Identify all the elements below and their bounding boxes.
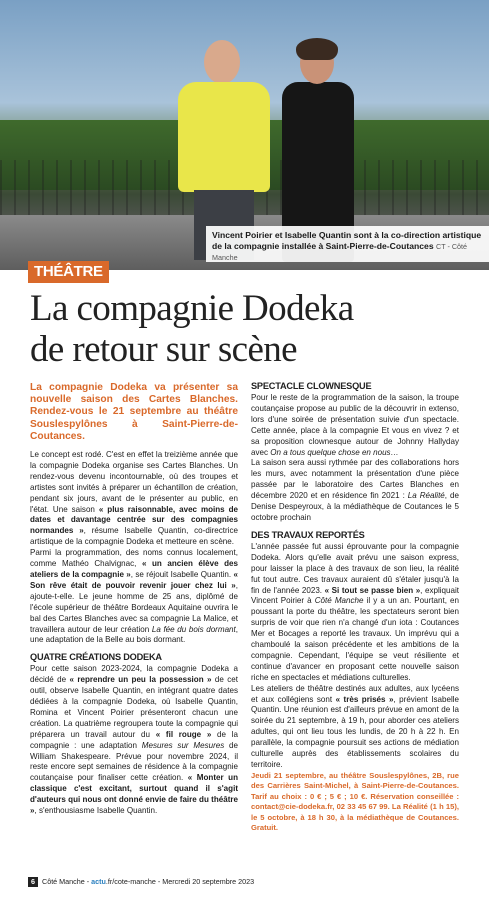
lead-paragraph: La compagnie Dodeka va présenter sa nouvelle saison des Cartes Blanches. Rendez-vous le 21 septembre au théâtre Souslespylônes à Saint-Pierre-de-Coutances.: [30, 382, 238, 442]
page-number: 6: [28, 877, 38, 887]
subheading: DES TRAVAUX REPORTÉS: [251, 529, 365, 540]
headline-line-1: La compagnie Dodeka: [30, 288, 354, 329]
site-name: actu: [91, 877, 106, 886]
paragraph: Parmi la programmation, des noms connus localement, comme Mathéo Chalvignac, « un ancien élève des ateliers de la compagnie », se réjouit Isabelle Quantin. « Son rêve était de pouvoir revenir jouer chez lui », ajoute-t-elle. Le jeune homme de 25 ans, diplômé de l'école supérieur de théâtre Bordeaux Aquitaine ouvrira le bal des Cartes Blanches avec sa compagnie La Malice, et travaillera autour de leur création La fée du bois dormant, une adaptation de la Belle au bois dormant.: [30, 548, 239, 645]
right-column: [251, 380, 459, 833]
article-photo: [0, 0, 489, 270]
paragraph: L'année passée fut aussi éprouvante pour la compagnie Dodeka. Alors qu'elle avait prévu une saison express, pour laisser la place à des travaux de son lieu, la réalité fut tout autre. Ces travaux auraient dû s'étaler jusqu'à la fin de l'année 2023. « Si tout se passe bien », expliquait Vincent Poirier à Côté Manche il y a un an. Pourtant, en poussant la porte du théâtre, les spectateurs seront bien surpris de voir que rien n'a changé d'un iota : Coutances Mer et Bocages a reporté les travaux. Un imprévu qui a chamboulé la saison précédente et les ambitions de la compagnie. Cependant, l'équipe se veut résiliente et continue d'avancer en proposant cette nouvelle saison riche en spectacles et médiations culturelles.: [251, 541, 459, 682]
paragraph: Les ateliers de théâtre destinés aux adultes, aux lycéens et aux collégiens sont « très prisés », prévient Isabelle Quantin. Une réunion est d'ailleurs prévue en amont de la soirée du 21 septembre, à 19 h, pour aborder ces ateliers adultes, qui ont lieu tous les lundis, de 20 h à 22 h. En parallèle, la compagnie poursuit ses actions de médiation culturelle auprès des établissements scolaires du territoire.: [251, 683, 460, 769]
caption-line-2: de la compagnie installée à Saint-Pierre-de-Coutances: [212, 241, 434, 251]
section-label: THÉÂTRE: [28, 261, 109, 283]
subheading: QUATRE CRÉATIONS DODEKA: [30, 652, 162, 663]
photo-credit: CT - Côté Manche: [212, 242, 468, 262]
left-column: [30, 382, 238, 817]
subheading: SPECTACLE CLOWNESQUE: [251, 381, 372, 391]
photo-caption: [206, 226, 489, 262]
paragraph: La saison sera aussi rythmée par des collaborations hors les murs, avec notamment la présentation d'une pièce passée par le laboratoire des Cartes Blanches en décembre 2020 et en résidence fin 2021 : La Réalité, de Denise Despeyroux, à la médiathèque de Coutances le 5 octobre prochain: [251, 458, 459, 522]
site-and-date: .fr/cote-manche - Mercredi 20 septembre 2023: [105, 877, 255, 886]
caption-line-1: Vincent Poirier et Isabelle Quantin sont à la co-direction artistique: [212, 230, 482, 240]
paragraph: Pour cette saison 2023-2024, la compagnie Dodeka a décidé de « reprendre un peu la possession » de cet outil, observe Isabelle Quantin, en intégrant quatre dates dédiées à la compagnie Dodeka, où Isabelle Quantin, Romina et Vincent Poirier présenteront chacun une création. La quatrième regroupera toute la compagnie qui préparera un travail autour du « fil rouge » de la compagnie : une adaptation Mesures sur Mesures de William Shakespeare. Prévue pour novembre 2024, il reste encore sept semaines de résidence à la compagnie coutançaise pour finaliser cette création. « Monter un classique c'est excitant, surtout quand il s'agit d'auteurs qui nous ont donné envie de faire du théâtre », s'enthousiasme Isabelle Quantin.: [30, 664, 238, 816]
headline: [30, 288, 470, 370]
page-footer: [28, 877, 254, 887]
publication-name: Côté Manche -: [42, 877, 90, 886]
paragraph: Pour le reste de la programmation de la saison, la troupe coutançaise propose au public de la découvrir in extenso, lors d'une soirée de présentation suivie d'un spectacle. Cette année, place à la compagnie Et vous en vivez ? et sa proposition clownesque autour de Johnny Hallyday avec On a tous quelque chose en nous…: [251, 393, 459, 457]
headline-line-2: de retour sur scène: [30, 329, 298, 370]
paragraph: Le concept est rodé. C'est en effet la treizième année que la compagnie Dodeka organise ses Cartes Blanches. Un rendez-vous devenu incontournable, où des troupes et artistes sont invités à préparer un échantillon de création, pendant six jours, avant de le présenter au public, en l'état. Une saison « plus raisonnable, avec moins de dates et davantage centrée sur des compagnies normandes », résume Isabelle Quantin, co-directrice artistique de la compagnie Dodeka et metteure en scène.: [30, 450, 238, 547]
practical-info: Jeudi 21 septembre, au théâtre Souslespylônes, 2B, rue des Carrières Saint-Michel, à Saint-Pierre-de-Coutances. Tarif au choix : 0 € ; 5 € ; 10 €. Réservation conseillée : contact@cie-dodeka.fr, 02 33 45 67 99. La Réalité (1 h 15), le 5 octobre, à 18 h 30, à la médiathèque de Coutances. Gratuit.: [251, 770, 459, 832]
